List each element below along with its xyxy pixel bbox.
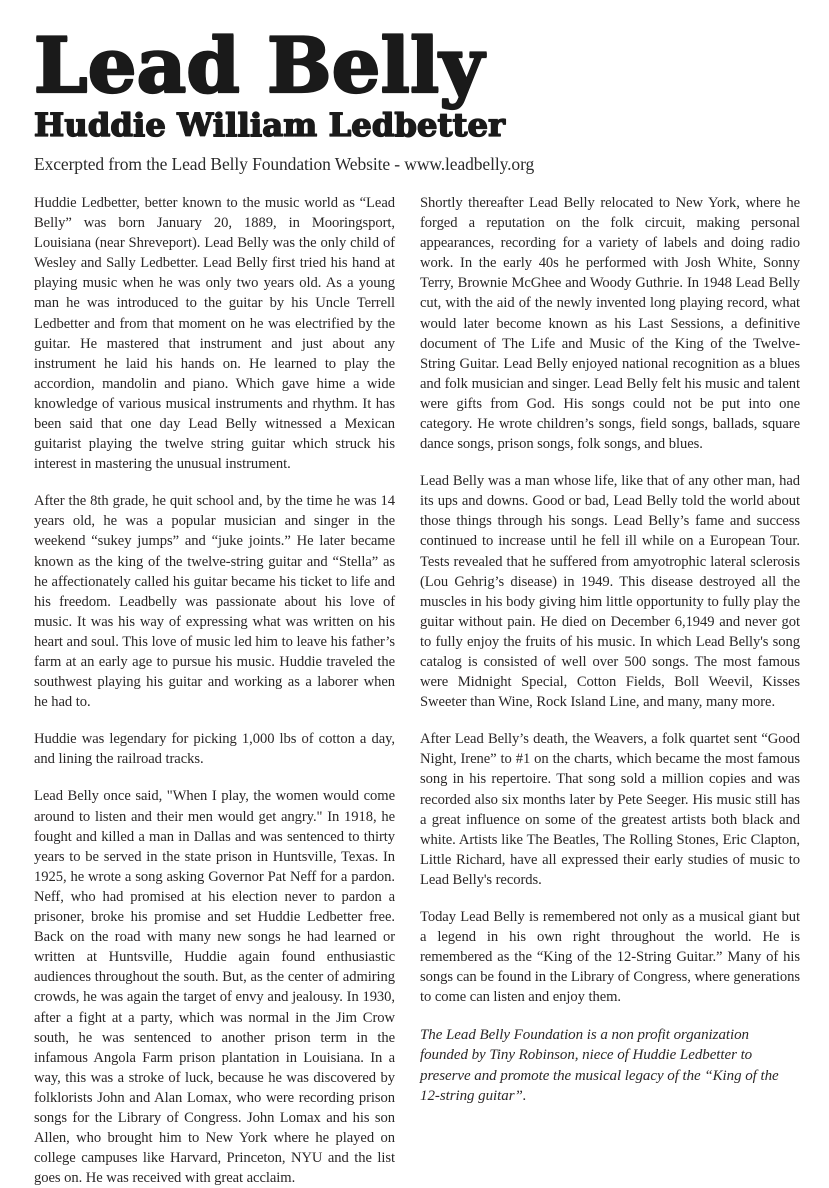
paragraph: Lead Belly once said, "When I play, the women would come around to listen and their men would get angry." In 1918, he fought and killed a man in Dallas and was sentenced to thirty years to be served in the state prison in Huntsville, Texas. In 1925, he wrote a song asking Governor Pat Neff for a pardon. Neff, who had promised at his election never to pardon a prisoner, broke his promise and set Huddie Ledbetter free. Back on the road with many new songs he had learned or written at Huntsville, Huddie again found enthusiastic audiences throughout the south. But, as the center of admiring crowds, he was again the target of envy and jealousy. In 1930, after a fight at a party, which was normal in the Jim Crow south, he was sentenced to another prison term in the infamous Angola Farm prison plantation in Louisiana. In a way, this was a stroke of luck, because he was discovered by folklorists John and Alan Lomax, who were recording prison songs for the Library of Congress. John Lomax and his son Allen, who brought him to New York where he played on college campuses like Harvard, Princeton, NYU and the list goes on. He was received with great acclaim. [34,788,395,1187]
masthead [0,0,829,175]
paragraph: Huddie was legendary for picking 1,000 lbs of cotton a day, and lining the railroad tracks. [34,731,395,768]
paragraph: Huddie Ledbetter, better known to the music world as “Lead Belly” was born January 20, 1889, in Mooringsport, Louisiana (near Shreveport). Lead Belly was the only child of Wesley and Sally Ledbetter. Lead Belly first tried his hand at playing music when he was only two years old. As a young man he was introduced to the guitar by his Uncle Terrell Ledbetter and from that moment on he was electrified by the guitar. He mastered that instrument and just about any instrument he laid his hands on. He learned to play the accordion, mandolin and piano. Which gave hime a wide knowledge of various musical instruments and rhythm. It has been said that one day Lead Belly witnessed a Mexican guitarist playing the twelve string guitar which struck his interest in mastering the unusual instrument. [34,194,395,473]
paragraph: After the 8th grade, he quit school and, by the time he was 14 years old, he was a popular musician and singer in the weekend “sukey jumps” and “juke joints.” He later became known as the king of the twelve-string guitar and “Stella” as he affectionately called his guitar became his ticket to life and his freedom. Leadbelly was passionate about his love of music. It was his way of expressing what was written on his heart and soul. This love of music led him to leave his father’s farm at an early age to pursue his music. Huddie traveled the southwest playing his guitar and working as a laborer when he had to. [34,493,395,711]
page-subtitle: Huddie William Ledbetter [34,105,506,144]
paragraph: Today Lead Belly is remembered not only as a musical giant but a legend in his own right throughout the world. He is remembered as the “King of the 12-String Guitar.” Many of his songs can be found in the Library of Congress, where generations to come can listen and enjoy them. [420,909,800,1006]
paragraph: Lead Belly was a man whose life, like that of any other man, had its ups and downs. Good or bad, Lead Belly told the world about those things through his songs. Lead Belly’s fame and success continued to increase until he fell ill while on a European Tour. Tests revealed that he suffered from amyotrophic lateral sclerosis (Lou Gehrig’s disease) in 1949. This disease destroyed all the muscles in his body giving him little opportunity to fully play the guitar without pain. He died on December 6,1949 and never got to fully enjoy the fruits of his music. In which Lead Belly's song catalog is consisted of well over 500 songs. The most famous were Midnight Special, Cotton Fields, Boll Weevil, Kisses Sweeter than Wine, Rock Island Line, and many, many more. [420,473,800,711]
article-body [0,175,829,1188]
page-title: Lead Belly [34,21,485,110]
source-attribution: Excerpted from the Lead Belly Foundation Website - www.leadbelly.org [34,153,535,174]
column-left [34,193,395,1188]
paragraph: Shortly thereafter Lead Belly relocated to New York, where he forged a reputation on the folk circuit, making personal appearances, recording for a variety of labels and doing radio work. In the early 40s he performed with Josh White, Sonny Terry, Brownie McGhee and Woody Guthrie. In 1948 Lead Belly cut, with the aid of the newly invented long playing record, what would later become known as his Last Sessions, a definitive document of The Life and Music of the King of the Twelve-String Guitar. Lead Belly enjoyed national recognition as a blues and folk musician and singer. Lead Belly felt his music and talent were gifts from God. His songs could not be put into one category. He wrote children’s songs, field songs, ballads, square dance songs, prison songs, folk songs, and blues. [420,194,800,453]
foundation-note: The Lead Belly Foundation is a non profit organization founded by Tiny Robinson, niece of Huddie Ledbetter to preserve and promote the musical legacy of the “King of the 12-string guitar”. [420,1026,779,1105]
paragraph: After Lead Belly’s death, the Weavers, a folk quartet sent “Good Night, Irene” to #1 on the charts, which became the most famous song in his repertoire. That song sold a million copies and was recorded also six months later by Pete Seeger. His music still has a great influence on some of the greatest artists both black and white. Artists like The Beatles, The Rolling Stones, Eric Clapton, Little Richard, have all expressed their early studies of music to Lead Belly's records. [420,731,800,888]
column-right [420,193,800,1107]
